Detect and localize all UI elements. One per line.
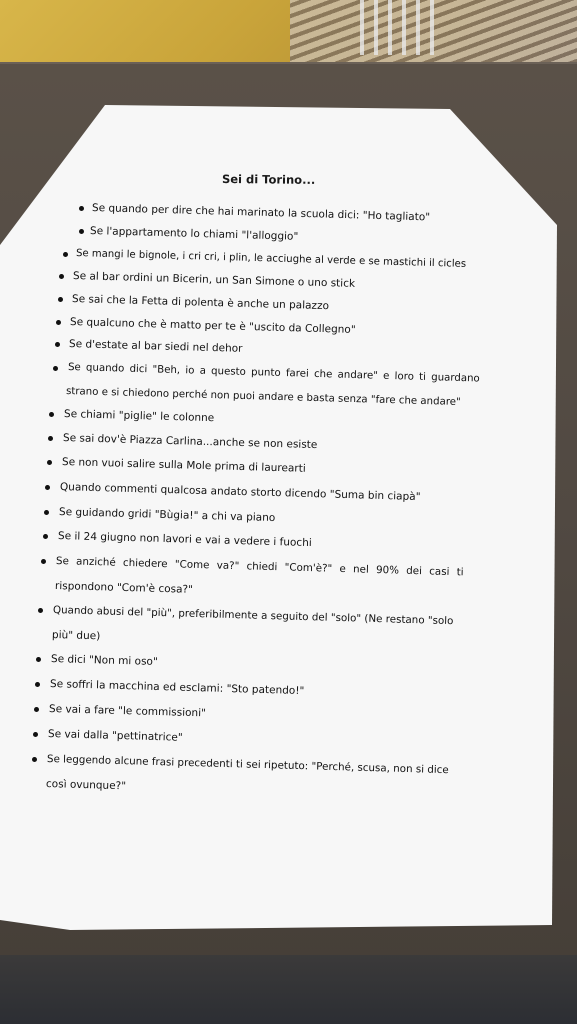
list-item-continuation: più" due) [51,629,101,643]
list-item: Se qualcuno che è matto per te è "uscito da Collegno" [69,316,356,336]
list-item: Se quando per dire che hai marinato la scuola dici: "Ho tagliato" [91,202,431,224]
bullet-icon [45,485,50,490]
list-item: Se l'appartamento lo chiami "l'alloggio" [89,225,299,243]
list-item: Se non vuoi salire sulla Mole prima di laurearti [61,456,306,475]
list-item: Se vai a fare "le commissioni" [48,703,207,720]
list-item: Se mangi le bignole, i cri cri, i plin, le acciughe al verde e se mastichi il cicles [75,248,467,270]
bullet-icon [44,510,49,515]
bullet-icon [38,608,43,613]
list-item: Se d'estate al bar siedi nel dehor [68,338,243,355]
bullet-icon [79,206,84,211]
bullet-icon [58,297,63,302]
list-item: Se guidando gridi "Bùgia!" a chi va piano [58,506,276,525]
list-item: Se il 24 giugno non lavori e vai a vedere i fuochi [57,530,312,550]
bullet-icon [63,252,68,257]
list-item-continuation: rispondono "Com'è cosa?" [54,580,194,596]
list-item: Se leggendo alcune frasi precedenti ti sei ripetuto: "Perché, scusa, non si dice [46,753,449,777]
bullet-icon [32,757,37,762]
list-item: Se quando dici "Beh, io a questo punto farei che andare" e loro ti guardano [67,362,480,385]
bullet-icon [43,534,48,539]
bullet-icon [56,320,61,325]
list-item-continuation: così ovunque?" [45,778,127,793]
bullet-icon [55,342,60,347]
list-item: Quando commenti qualcosa andato storto dicendo "Suma bin ciapà" [59,481,421,504]
list-item-continuation: strano e si chiedono perché non puoi andare e basta senza "fare che andare" [65,386,461,409]
list-item: Se dici "Non mi oso" [50,653,158,668]
list-item: Se sai dov'è Piazza Carlina...anche se non esiste [62,432,318,452]
list-item: Se chiami "piglie" le colonne [63,408,215,425]
sheet-title: Sei di Torino... [221,171,316,187]
list-item: Se al bar ordini un Bicerin, un San Simone o uno stick [72,270,356,290]
list-item: Se anziché chiedere "Come va?" chiedi "Com'è?" e nel 90% dei casi ti [55,555,464,579]
list-item: Se vai dalla "pettinatrice" [47,728,183,744]
list-item: Se sai che la Fetta di polenta è anche un palazzo [71,293,330,313]
bullet-icon [41,559,46,564]
bullet-icon [79,229,84,234]
bullet-icon [33,732,38,737]
bullet-icon [59,274,64,279]
list-item: Quando abusi del "più", preferibilmente a seguito del "solo" (Ne restano "solo [52,604,454,628]
list-item: Se soffri la macchina ed esclami: "Sto patendo!" [49,678,305,698]
bullet-icon [48,436,53,441]
bullet-icon [35,682,40,687]
bullet-icon [47,460,52,465]
bullet-icon [53,366,58,371]
bullet-icon [49,412,54,417]
bullet-icon [34,707,39,712]
bullet-icon [36,657,41,662]
